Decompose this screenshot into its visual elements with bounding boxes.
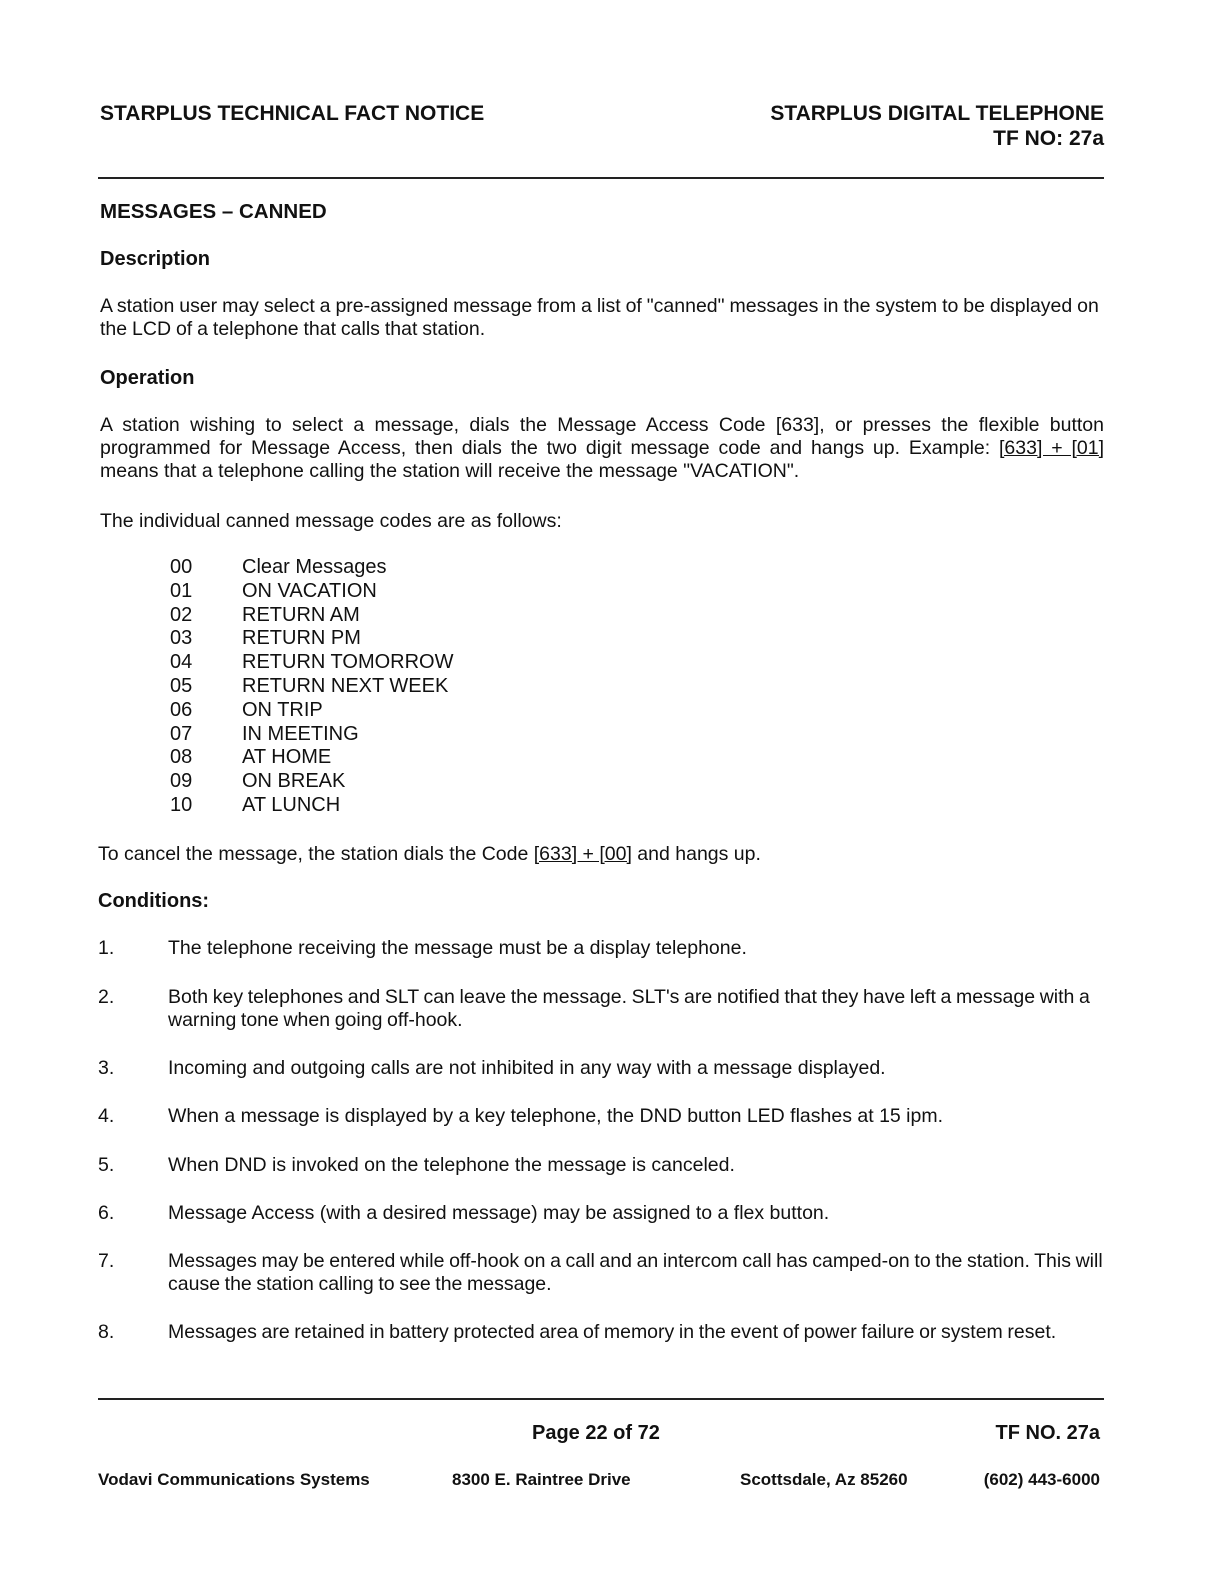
code-number: 06 <box>170 698 193 721</box>
condition-item <box>98 1057 1104 1080</box>
condition-text: When a message is displayed by a key telephone, the DND button LED flashes at 15 ipm. <box>168 1105 944 1127</box>
code-row <box>170 699 453 723</box>
cancel-code: [633] + [00] <box>533 843 632 865</box>
code-label: RETURN AM <box>242 603 360 626</box>
condition-text: Messages may be entered while off-hook on a call and an intercom call has camped-on to the station. This will cause the station calling to see the message. <box>168 1250 1103 1295</box>
footer-page-number: Page 22 of 72 <box>532 1422 660 1444</box>
condition-text: When DND is invoked on the telephone the message is canceled. <box>168 1154 735 1176</box>
footer-address: 8300 E. Raintree Drive <box>452 1470 631 1489</box>
code-label: RETURN NEXT WEEK <box>242 674 449 697</box>
code-row <box>170 770 453 794</box>
condition-item <box>98 1105 1104 1128</box>
code-label: RETURN PM <box>242 627 361 650</box>
condition-text: The telephone receiving the message must be a display telephone. <box>168 937 747 959</box>
code-row <box>170 604 453 628</box>
codes-intro: The individual canned message codes are as follows: <box>100 510 562 532</box>
code-label: AT LUNCH <box>242 793 341 816</box>
condition-number: 5. <box>98 1154 115 1176</box>
operation-text <box>100 414 1104 483</box>
condition-number: 2. <box>98 986 115 1008</box>
footer-tf-number: TF NO. 27a <box>995 1422 1100 1444</box>
code-number: 03 <box>170 627 193 650</box>
condition-text: Incoming and outgoing calls are not inhibited in any way with a message displayed. <box>168 1057 886 1079</box>
code-number: 01 <box>170 579 193 602</box>
footer-city: Scottsdale, Az 85260 <box>740 1470 908 1489</box>
condition-number: 6. <box>98 1202 115 1224</box>
code-row <box>170 723 453 747</box>
code-label: ON BREAK <box>242 770 346 793</box>
cancel-instruction <box>98 843 761 866</box>
condition-number: 1. <box>98 937 115 959</box>
condition-item <box>98 1202 1104 1225</box>
code-row <box>170 556 453 580</box>
operation-text-after: means that a telephone calling the station will receive the message "VACATION". <box>100 460 800 482</box>
description-heading: Description <box>100 248 211 270</box>
section-title: MESSAGES – CANNED <box>100 200 327 223</box>
code-number: 07 <box>170 722 193 745</box>
code-label: AT HOME <box>242 746 332 769</box>
operation-heading: Operation <box>100 367 195 389</box>
condition-item <box>98 1154 1104 1177</box>
code-row <box>170 675 453 699</box>
condition-item <box>98 937 1104 960</box>
condition-item <box>98 986 1104 1032</box>
code-label: ON VACATION <box>242 579 377 602</box>
condition-text: Message Access (with a desired message) may be assigned to a flex button. <box>168 1202 830 1224</box>
condition-text: Messages are retained in battery protected area of memory in the event of power failure or system reset. <box>168 1321 1057 1343</box>
condition-number: 4. <box>98 1105 115 1127</box>
operation-text-before: A station wishing to select a message, dials the Message Access Code [633], or presses the flexible button programmed for Message Access, then dials the two digit message code and hangs up. Example: <box>100 414 1104 459</box>
description-text: A station user may select a pre-assigned message from a list of "canned" messages in the system to be displayed on the LCD of a telephone that calls that station. <box>100 295 1099 340</box>
condition-number: 7. <box>98 1250 115 1272</box>
header-tf-number: TF NO: 27a <box>993 127 1104 150</box>
operation-example-code: [633] + [01] <box>999 437 1104 459</box>
condition-text: Both key telephones and SLT can leave the message. SLT's are notified that they have left a message with a warning tone when going off-hook. <box>168 986 1090 1031</box>
cancel-text-before: To cancel the message, the station dials the Code <box>98 843 534 865</box>
footer-phone: (602) 443-6000 <box>983 1470 1100 1489</box>
code-label: Clear Messages <box>242 556 387 578</box>
header-divider <box>98 177 1104 179</box>
header-left-title: STARPLUS TECHNICAL FACT NOTICE <box>100 102 485 125</box>
header-right-title: STARPLUS DIGITAL TELEPHONE <box>770 102 1104 125</box>
conditions-heading: Conditions: <box>98 890 210 912</box>
code-label: RETURN TOMORROW <box>242 651 454 674</box>
code-row <box>170 651 453 675</box>
code-number: 00 <box>170 556 193 578</box>
condition-number: 3. <box>98 1057 115 1079</box>
code-row <box>170 746 453 770</box>
code-number: 08 <box>170 746 193 769</box>
condition-number: 8. <box>98 1321 115 1343</box>
code-number: 09 <box>170 770 193 793</box>
code-number: 02 <box>170 603 193 626</box>
code-row <box>170 794 453 818</box>
code-label: ON TRIP <box>242 698 323 721</box>
condition-item <box>98 1321 1104 1344</box>
code-row <box>170 627 453 651</box>
code-number: 04 <box>170 651 193 674</box>
footer-divider <box>98 1398 1104 1400</box>
canned-message-code-list <box>170 556 453 818</box>
code-number: 05 <box>170 674 193 697</box>
code-number: 10 <box>170 793 193 816</box>
code-label: IN MEETING <box>242 722 359 745</box>
cancel-text-after: and hangs up. <box>631 843 761 865</box>
code-row <box>170 580 453 604</box>
footer-company: Vodavi Communications Systems <box>98 1470 370 1489</box>
condition-item <box>98 1250 1104 1296</box>
